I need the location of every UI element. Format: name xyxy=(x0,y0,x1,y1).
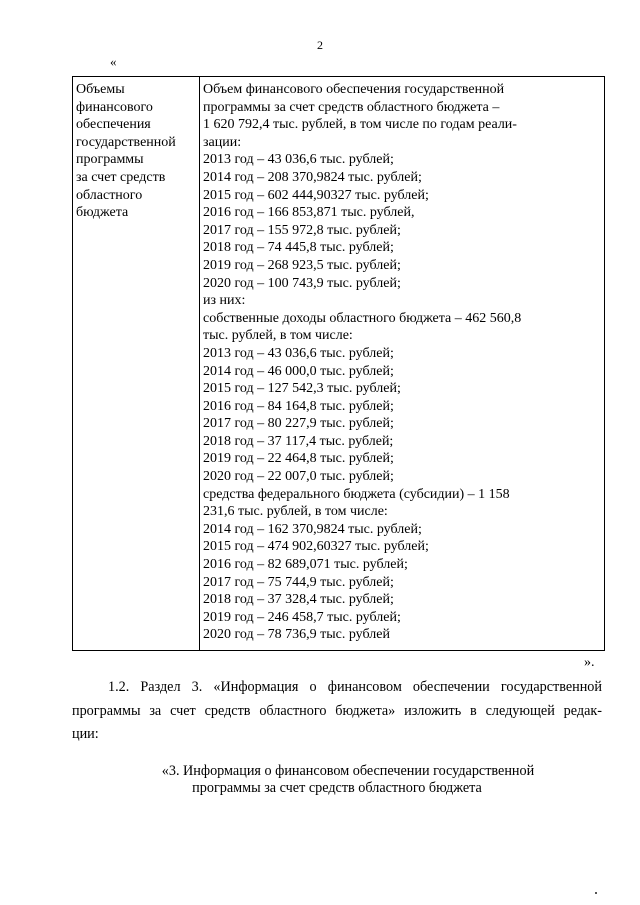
content-line: зации: xyxy=(203,134,242,150)
content-line: тыс. рублей, в том числе: xyxy=(203,328,353,344)
content-line: 2014 год – 208 370,9824 тыс. рублей; xyxy=(203,169,422,185)
content-line: Объем финансового обеспечения государственной xyxy=(203,82,505,97)
content-line: 2015 год – 474 902,60327 тыс. рублей; xyxy=(203,539,429,555)
label-line: областного xyxy=(76,187,143,203)
content-line: 2016 год – 166 853,871 тыс. рублей, xyxy=(203,205,415,221)
label-line: государственной xyxy=(76,134,176,150)
content-line: 2015 год – 602 444,90327 тыс. рублей; xyxy=(203,187,429,203)
content-line: 2017 год – 75 744,9 тыс. рублей; xyxy=(203,574,394,590)
funding-table xyxy=(72,76,605,651)
paragraph-line: 1.2. Раздел 3. «Информация о финансовом обеспечении государственной xyxy=(108,679,602,695)
label-line: за счет средств xyxy=(76,169,166,185)
content-line: 2016 год – 82 689,071 тыс. рублей; xyxy=(203,557,408,573)
table-content-cell xyxy=(200,77,605,651)
content-line: 2018 год – 37 117,4 тыс. рублей; xyxy=(203,433,394,449)
heading-line: «3. Информация о финансовом обеспечении государственной xyxy=(161,763,535,779)
content-line: 2017 год – 80 227,9 тыс. рублей; xyxy=(203,416,394,432)
content-line: 2016 год – 84 164,8 тыс. рублей; xyxy=(203,398,394,414)
content-line: 2013 год – 43 036,6 тыс. рублей; xyxy=(203,345,394,361)
content-line: 2019 год – 22 464,8 тыс. рублей; xyxy=(203,451,394,467)
content-line: 2020 год – 100 743,9 тыс. рублей; xyxy=(203,275,401,291)
section-heading xyxy=(72,763,602,797)
opening-quote-mark: « xyxy=(110,54,117,69)
content-line: средства федерального бюджета (субсидии) – 1 158 xyxy=(203,486,510,502)
heading-line: программы за счет средств областного бюджета xyxy=(192,780,482,796)
label-line: программы xyxy=(76,152,144,168)
closing-quote-mark: ». xyxy=(584,655,595,670)
content-line: 2018 год – 37 328,4 тыс. рублей; xyxy=(203,592,394,608)
label-line: финансового xyxy=(76,99,153,115)
page-number: 2 xyxy=(317,38,323,52)
label-line: бюджета xyxy=(76,205,129,221)
content-line: 2018 год – 74 445,8 тыс. рублей; xyxy=(203,240,394,256)
content-line: 2015 год – 127 542,3 тыс. рублей; xyxy=(203,381,401,397)
content-line: 2019 год – 268 923,5 тыс. рублей; xyxy=(203,257,401,273)
table-row xyxy=(73,77,605,651)
scan-dot xyxy=(595,892,597,894)
content-line: собственные доходы областного бюджета – 462 560,8 xyxy=(203,310,522,326)
content-line: 231,6 тыс. рублей, в том числе: xyxy=(203,504,388,520)
amendment-paragraph xyxy=(72,676,602,747)
content-line: из них: xyxy=(203,293,246,309)
content-line: программы за счет средств областного бюджета – xyxy=(203,99,500,115)
paragraph-line: ции: xyxy=(72,726,99,742)
content-line: 2020 год – 78 736,9 тыс. рублей xyxy=(203,627,390,643)
label-line: Объемы xyxy=(76,82,125,97)
content-line: 1 620 792,4 тыс. рублей, в том числе по годам реали- xyxy=(203,117,517,133)
label-line: обеспечения xyxy=(76,117,151,133)
table-label-cell xyxy=(73,77,200,651)
content-line: 2014 год – 162 370,9824 тыс. рублей; xyxy=(203,521,422,537)
content-line: 2017 год – 155 972,8 тыс. рублей; xyxy=(203,222,401,238)
content-line: 2014 год – 46 000,0 тыс. рублей; xyxy=(203,363,394,379)
content-line: 2019 год – 246 458,7 тыс. рублей; xyxy=(203,609,401,625)
content-line: 2020 год – 22 007,0 тыс. рублей; xyxy=(203,469,394,485)
content-line: 2013 год – 43 036,6 тыс. рублей; xyxy=(203,152,394,168)
paragraph-line: программы за счет средств областного бюджета» изложить в следующей редак- xyxy=(72,702,602,719)
